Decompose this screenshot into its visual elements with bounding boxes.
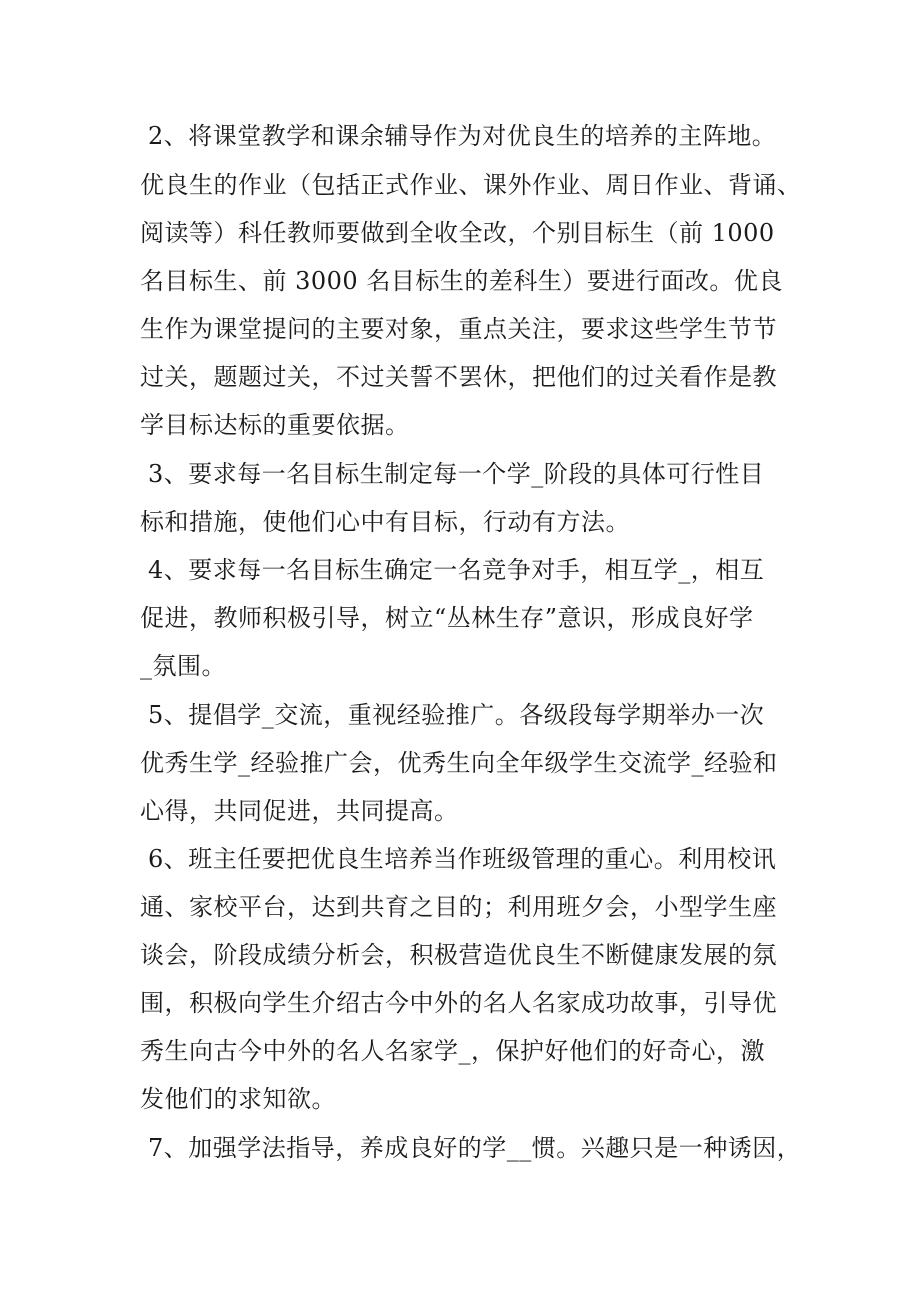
paragraph-2-line-5: 生作为课堂提问的主要对象，重点关注，要求这些学生节节 [140, 315, 777, 343]
paragraph-6-line-1: 6、班主任要把优良生培养当作班级管理的重心。利用校讯 [148, 845, 777, 873]
paragraph-2-line-6: 过关，题题过关，不过关誓不罢休，把他们的过关看作是教 [140, 363, 777, 391]
paragraph-5-line-1: 5、提倡学_交流，重视经验推广。各级段每学期举办一次 [148, 701, 765, 729]
paragraph-2-line-3: 阅读等）科任教师要做到全收全改，个别目标生（前 1000 [140, 219, 775, 247]
paragraph-3-line-2: 标和措施，使他们心中有目标，行动有方法。 [140, 508, 630, 536]
paragraph-6-line-2: 通、家校平台，达到共育之目的；利用班夕会，小型学生座 [140, 893, 777, 921]
paragraph-2-line-7: 学目标达标的重要依据。 [140, 411, 410, 439]
paragraph-4-line-3: _氛围。 [140, 652, 226, 680]
paragraph-4-line-2: 促进，教师积极引导，树立“丛林生存”意识，形成良好学 [140, 604, 754, 632]
paragraph-5-line-2: 优秀生学_经验推广会，优秀生向全年级学生交流学_经验和 [140, 749, 778, 777]
paragraph-6-line-3: 谈会，阶段成绩分析会，积极营造优良生不断健康发展的氛 [140, 941, 777, 969]
paragraph-5-line-3: 心得，共同促进，共同提高。 [140, 797, 459, 825]
paragraph-2-line-2: 优良生的作业（包括正式作业、课外作业、周日作业、背诵、 [140, 171, 802, 199]
paragraph-3-line-1: 3、要求每一名目标生制定每一个学_阶段的具体可行性目 [148, 460, 765, 488]
paragraph-2-line-4: 名目标生、前 3000 名目标生的差科生）要进行面改。优良 [140, 267, 783, 295]
paragraph-6-line-4: 围，积极向学生介绍古今中外的名人名家成功故事，引导优 [140, 989, 777, 1017]
paragraph-2-line-1: 2、将课堂教学和课余辅导作为对优良生的培养的主阵地。 [148, 122, 777, 150]
paragraph-6-line-5: 秀生向古今中外的名人名家学_，保护好他们的好奇心，激 [140, 1037, 765, 1065]
paragraph-6-line-6: 发他们的求知欲。 [140, 1085, 336, 1113]
paragraph-4-line-1: 4、要求每一名目标生确定一名竞争对手，相互学_，相互 [148, 556, 765, 584]
paragraph-7-line-1: 7、加强学法指导，养成良好的学__惯。兴趣只是一种诱因， [148, 1134, 802, 1162]
